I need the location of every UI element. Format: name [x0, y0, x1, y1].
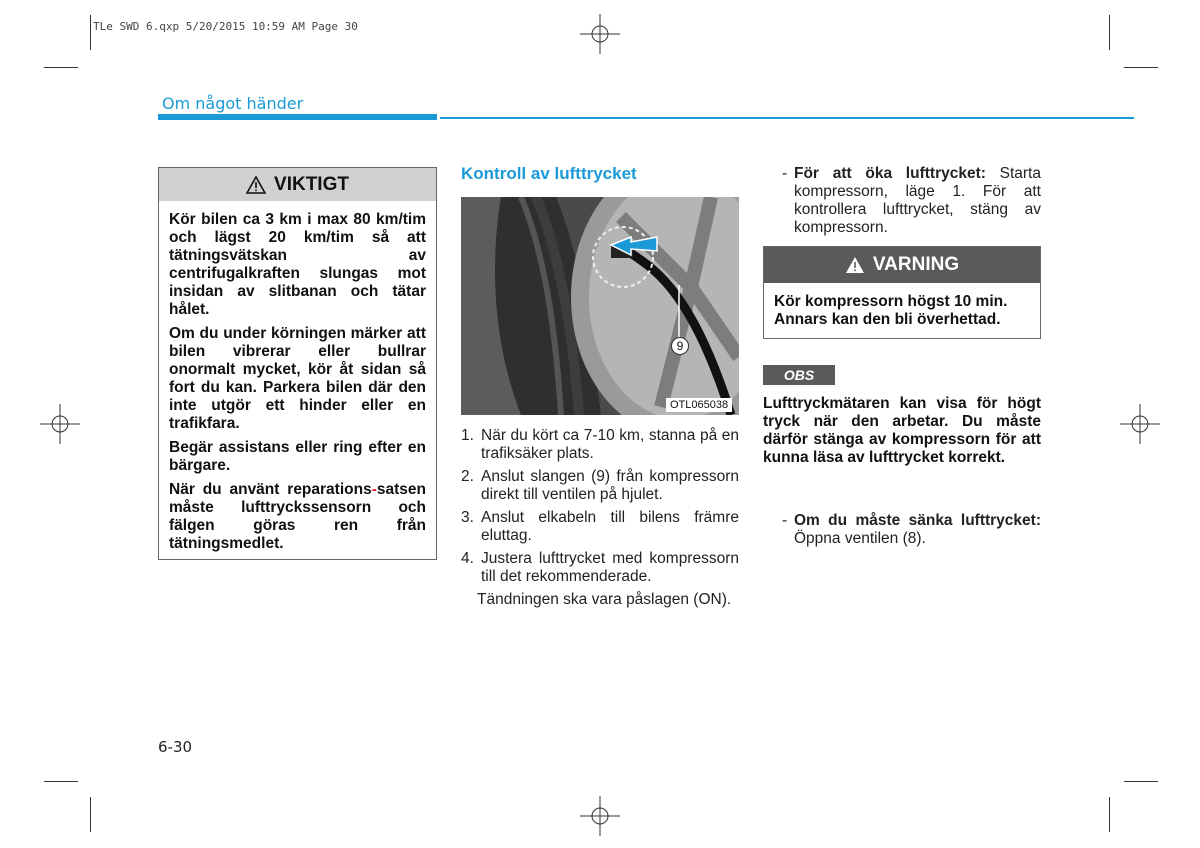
step-number: 2. [461, 468, 474, 485]
viktigt-header [159, 168, 436, 201]
header-rule-thick [158, 114, 437, 120]
hyphen-red: - [371, 481, 377, 498]
registration-mark-icon [1120, 404, 1160, 444]
increase-pressure-text [794, 165, 1041, 237]
step-number: 3. [461, 509, 474, 526]
increase-pressure-item [782, 165, 1041, 237]
dash-bullet: - [782, 512, 788, 529]
crop-mark [44, 67, 78, 68]
header-rule-thin [440, 117, 1134, 119]
step-text: Anslut elkabeln till bilens främre eluttag. [481, 509, 739, 544]
step-text: Justera lufttrycket med kompressorn till det rekommenderade. [481, 550, 739, 585]
crop-mark [90, 797, 91, 832]
figure-code: OTL065038 [666, 398, 732, 412]
wheel-hose-illustration [461, 197, 739, 415]
viktigt-paragraph: Begär assistans eller ring efter en bärgare. [169, 439, 426, 474]
tire-valve-illustration [461, 197, 739, 415]
viktigt-body [159, 201, 436, 553]
registration-mark-icon [580, 796, 620, 836]
viktigt-p4-start: När du använt reparations [169, 481, 372, 498]
varning-text: Kör kompressorn högst 10 min. Annars kan den bli överhettad. [774, 293, 1008, 328]
viktigt-paragraph [169, 481, 426, 553]
callout-number: 9 [671, 337, 689, 355]
steps-list [461, 427, 739, 609]
crop-mark [90, 15, 91, 50]
warning-triangle-icon [246, 176, 266, 194]
warning-triangle-icon [845, 256, 865, 274]
varning-header [764, 247, 1040, 283]
registration-mark-icon [580, 14, 620, 54]
decrease-pressure-text [794, 512, 1041, 548]
decrease-label: Om du måste sänka lufttrycket: [794, 512, 1041, 529]
obs-label: OBS [763, 365, 835, 385]
viktigt-paragraph: Kör bilen ca 3 km i max 80 km/tim och lägst 20 km/tim så att tätningsvätskan av centrifugalkraften slungas mot insidan av slitbanan och tätar hålet. [169, 211, 426, 318]
step-number: 1. [461, 427, 474, 444]
increase-label: För att öka lufttrycket: [794, 165, 986, 182]
viktigt-title: VIKTIGT [274, 173, 349, 195]
list-item [461, 427, 739, 463]
crop-mark [1124, 67, 1158, 68]
step-number: 4. [461, 550, 474, 567]
page-number: 6-30 [158, 738, 193, 756]
crop-mark [1109, 797, 1110, 832]
crop-mark [1109, 15, 1110, 50]
viktigt-p4-end: satsen måste lufttryckssensorn och fälgen göras ren från tätningsmedlet. [169, 481, 426, 552]
section-title: Om något händer [162, 94, 304, 113]
step-text: När du kört ca 7-10 km, stanna på en trafiksäker plats. [481, 427, 739, 462]
registration-mark-icon [40, 404, 80, 444]
list-item [461, 468, 739, 504]
print-slug: TLe SWD 6.qxp 5/20/2015 10:59 AM Page 30 [93, 20, 358, 33]
obs-text: Lufttryckmätaren kan visa för högt tryck när den arbetar. Du måste därför stänga av kompressorn för att kunna läsa av lufttrycket korrekt. [763, 395, 1041, 466]
varning-title: VARNING [872, 254, 960, 275]
crop-mark [44, 781, 78, 782]
step-text: Anslut slangen (9) från kompressorn direkt till ventilen på hjulet. [481, 468, 739, 503]
dash-bullet: - [782, 165, 788, 182]
ignition-note: Tändningen ska vara påslagen (ON). [477, 591, 732, 608]
viktigt-paragraph: Om du under körningen märker att bilen vibrerar eller bullrar onormalt mycket, kör åt sidan så fort du kan. Parkera bilen där den inte utgör ett hinder eller en trafikfara. [169, 325, 426, 432]
decrease-body: Öppna ventilen (8). [794, 530, 926, 547]
varning-box [763, 246, 1041, 339]
crop-mark [1124, 781, 1158, 782]
section-heading: Kontroll av lufttrycket [461, 164, 637, 183]
list-item [461, 550, 739, 586]
decrease-pressure-item [782, 512, 1041, 548]
list-item [461, 509, 739, 545]
viktigt-box [158, 167, 437, 560]
increase-body: Starta kompressorn, läge 1. För att kontrollera lufttrycket, stäng av kompressorn. [794, 165, 1041, 236]
